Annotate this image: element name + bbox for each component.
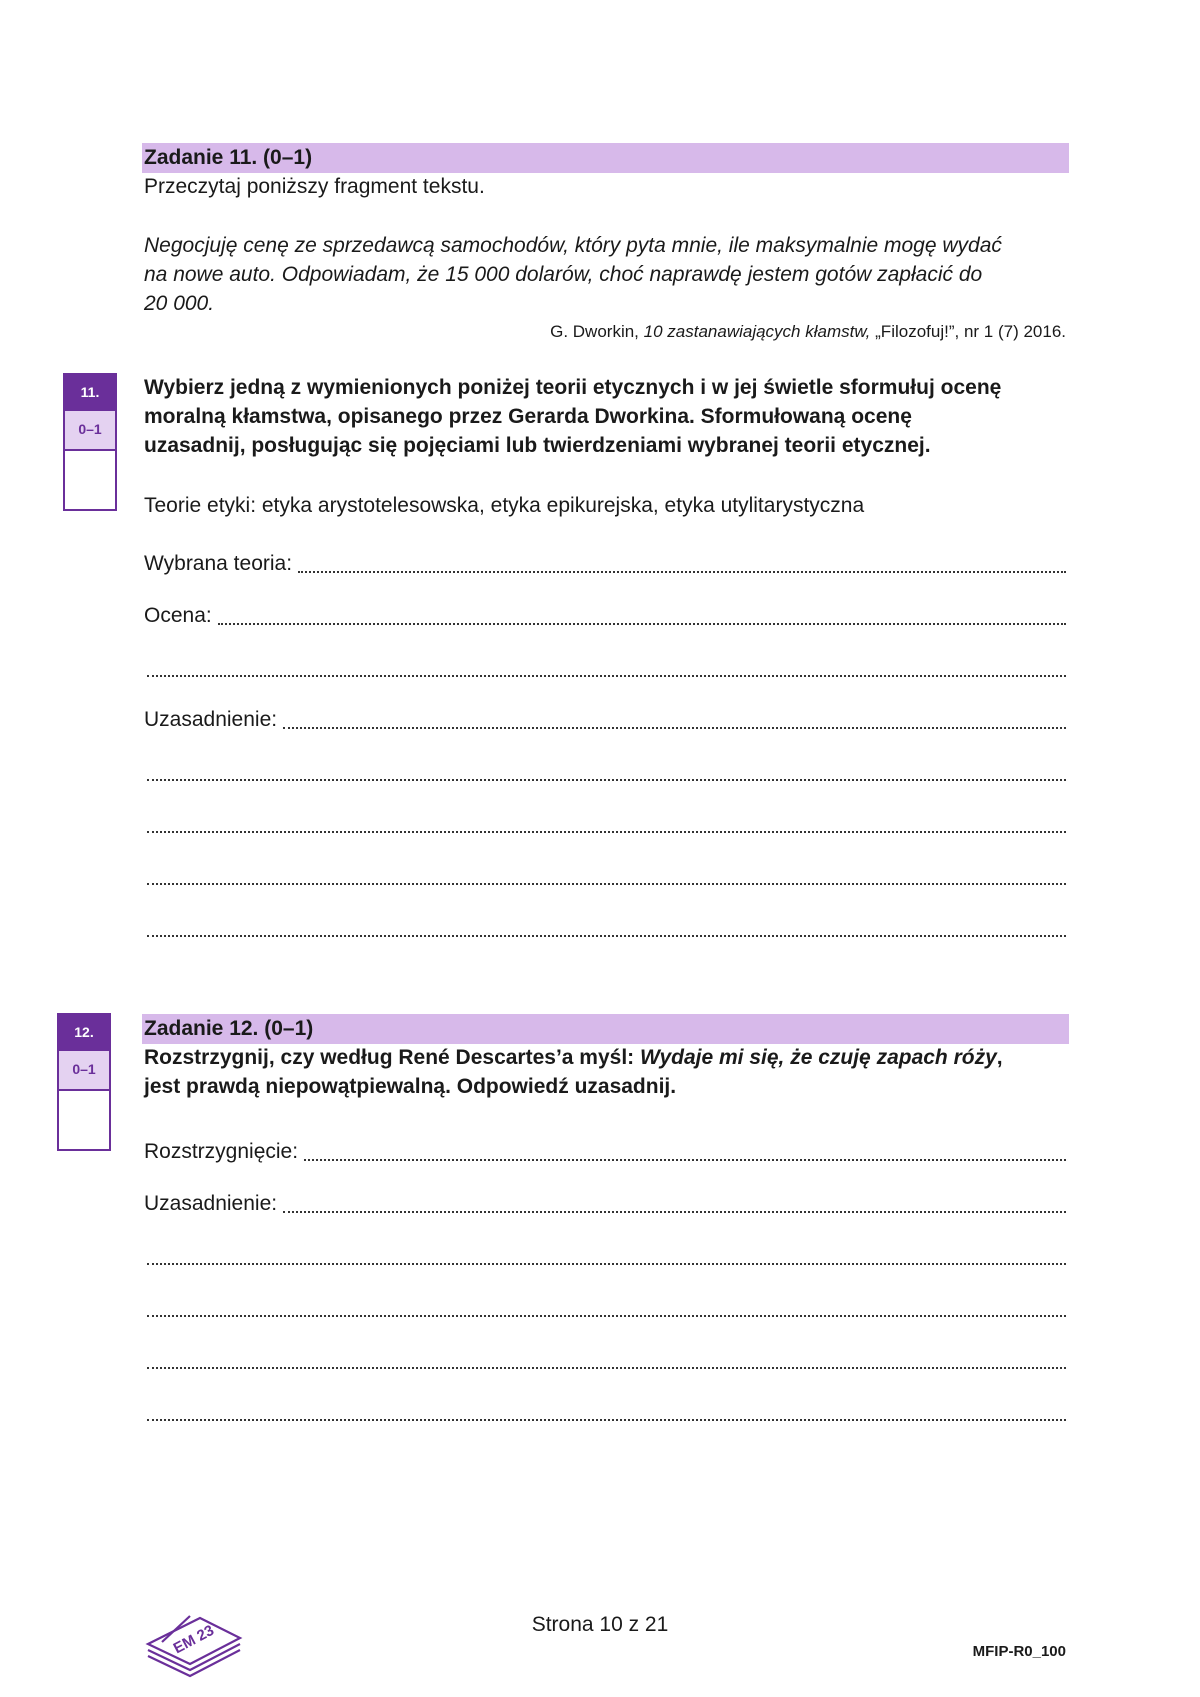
- task11-justification-line-3[interactable]: [147, 811, 1066, 837]
- source-author: G. Dworkin,: [550, 322, 644, 341]
- dotted-line: [283, 1211, 1066, 1213]
- decision-label: Rozstrzygnięcie:: [144, 1140, 299, 1163]
- task11-score-box: [63, 373, 117, 511]
- task11-instruction-line-2: moralną kłamstwa, opisanego przez Gerarda Dworkina. Sformułowaną ocenę: [144, 405, 912, 428]
- justification-label: Uzasadnienie:: [144, 1192, 278, 1215]
- task11-justification-line-2[interactable]: [147, 759, 1066, 785]
- task11-theory-field[interactable]: [144, 551, 1066, 577]
- dotted-line: [147, 831, 1066, 833]
- instruction-part-1: Rozstrzygnij, czy według René Descartes’a myśl:: [144, 1046, 641, 1069]
- task11-intro: Przeczytaj poniższy fragment tekstu.: [144, 175, 485, 198]
- task11-quote-line-1: Negocjuję cenę ze sprzedawcą samochodów, który pyta mnie, ile maksymalnie mogę wydać: [144, 234, 1002, 257]
- task11-header-text: Zadanie 11. (0–1): [144, 146, 313, 169]
- instruction-part-2: ,: [996, 1046, 1003, 1069]
- task11-source: [550, 320, 1066, 344]
- task12-justification-line-3[interactable]: [147, 1295, 1066, 1321]
- task12-instruction-line-1: [144, 1043, 1003, 1072]
- dotted-line: [218, 623, 1066, 625]
- dotted-line: [147, 1367, 1066, 1369]
- justification-label: Uzasadnienie:: [144, 708, 278, 731]
- task12-score-number: 12.: [59, 1015, 109, 1049]
- task12-decision-field[interactable]: [144, 1139, 1066, 1165]
- task12-justification-field[interactable]: [144, 1191, 1066, 1217]
- task11-justification-field[interactable]: [144, 707, 1066, 733]
- task12-justification-line-2[interactable]: [147, 1243, 1066, 1269]
- task11-assessment-field[interactable]: [144, 603, 1066, 629]
- source-rest: „Filozofuj!”, nr 1 (7) 2016.: [870, 322, 1066, 341]
- task11-score-number: 11.: [65, 375, 115, 409]
- task11-justification-line-5[interactable]: [147, 915, 1066, 941]
- task12-justification-line-5[interactable]: [147, 1399, 1066, 1425]
- task12-instruction-line-2: jest prawdą niepowątpiewalną. Odpowiedź uzasadnij.: [144, 1075, 677, 1098]
- dotted-line: [304, 1159, 1066, 1161]
- dotted-line: [298, 571, 1066, 573]
- dotted-line: [147, 1263, 1066, 1265]
- document-code: MFIP-R0_100: [972, 1643, 1066, 1660]
- dotted-line: [147, 935, 1066, 937]
- assessment-label: Ocena:: [144, 604, 212, 627]
- task12-justification-line-4[interactable]: [147, 1347, 1066, 1373]
- task11-assessment-line-2[interactable]: [147, 655, 1066, 681]
- task11-instruction-line-3: uzasadnij, posługując się pojęciami lub twierdzeniami wybranej teorii etycznej.: [144, 434, 931, 457]
- dotted-line: [283, 727, 1066, 729]
- task11-score-points: 0–1: [65, 409, 115, 451]
- task11-justification-line-4[interactable]: [147, 863, 1066, 889]
- task12-header: [142, 1014, 1069, 1044]
- dotted-line: [147, 1315, 1066, 1317]
- dotted-line: [147, 1419, 1066, 1421]
- page-number: Strona 10 z 21: [531, 1613, 669, 1636]
- source-title: 10 zastanawiających kłamstw,: [643, 322, 871, 341]
- task12-score-box: [57, 1013, 111, 1151]
- task11-quote-line-3: 20 000.: [144, 292, 215, 315]
- instruction-italic: Wydaje mi się, że czuję zapach róży: [640, 1046, 997, 1069]
- task11-instruction-line-1: Wybierz jedną z wymienionych poniżej teorii etycznych i w jej świetle sformułuj ocenę: [144, 376, 1002, 399]
- logo-text: EM 23: [170, 1621, 217, 1658]
- task12-header-text: Zadanie 12. (0–1): [144, 1017, 314, 1040]
- task12-score-points: 0–1: [59, 1049, 109, 1091]
- task11-theories: Teorie etyki: etyka arystotelesowska, etyka epikurejska, etyka utylitarystyczna: [144, 494, 865, 517]
- dotted-line: [147, 779, 1066, 781]
- theory-label: Wybrana teoria:: [144, 552, 293, 575]
- task11-header: [142, 143, 1069, 173]
- task11-quote-line-2: na nowe auto. Odpowiadam, że 15 000 dolarów, choć naprawdę jestem gotów zapłacić do: [144, 263, 983, 286]
- dotted-line: [147, 883, 1066, 885]
- dotted-line: [147, 675, 1066, 677]
